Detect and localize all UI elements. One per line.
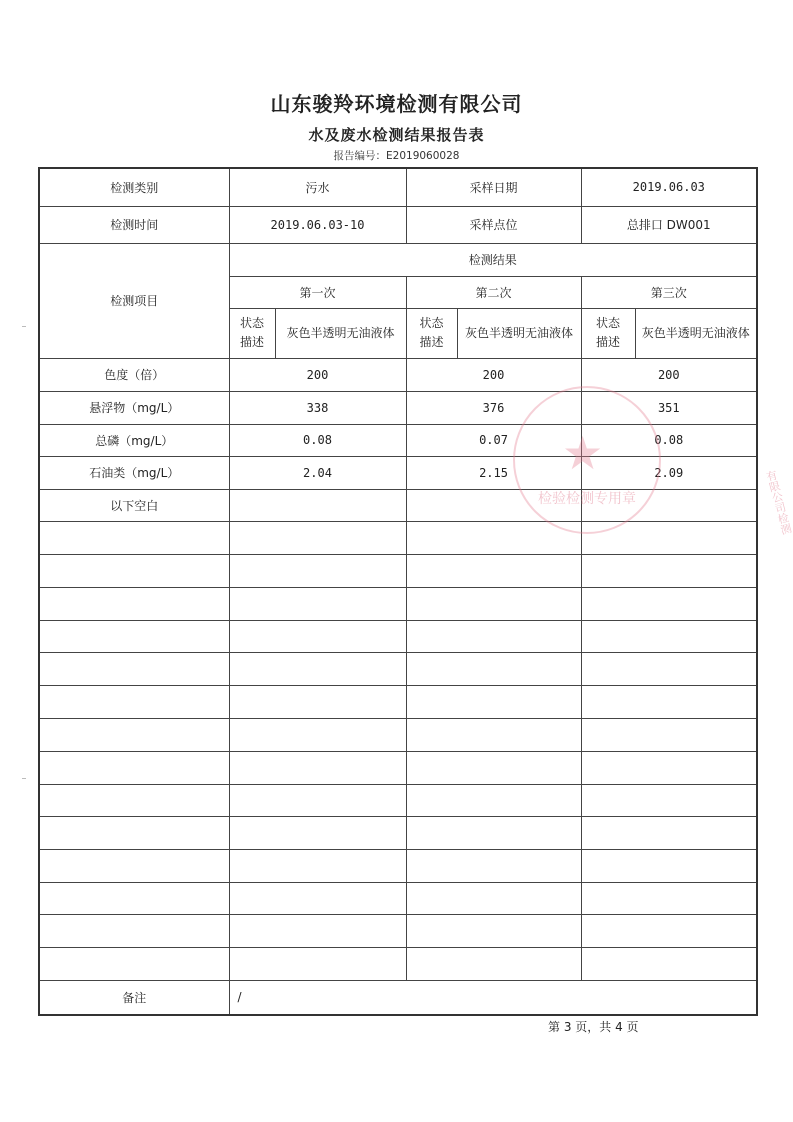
round-1-value <box>229 489 406 521</box>
item-name: 总磷（mg/L） <box>39 424 229 456</box>
test-item-header: 检测项目 <box>39 243 229 358</box>
empty-row <box>39 554 757 587</box>
round-1-value: 338 <box>229 391 406 424</box>
round-2-state-value: 灰色半透明无油液体 <box>457 308 581 358</box>
round-1-header: 第一次 <box>229 276 406 308</box>
empty-row <box>39 751 757 784</box>
item-name: 色度（倍） <box>39 358 229 391</box>
round-1-state-label: 状态描述 <box>229 308 275 358</box>
empty-row <box>39 718 757 751</box>
scan-mark <box>22 778 26 779</box>
round-2-value <box>406 489 581 521</box>
round-2-value: 200 <box>406 358 581 391</box>
report-title: 水及废水检测结果报告表 <box>308 126 485 144</box>
round-3-state-value: 灰色半透明无油液体 <box>635 308 757 358</box>
seam-seal: 有限公司检测 <box>763 468 793 536</box>
test-time-label: 检测时间 <box>39 206 229 243</box>
remarks-value: / <box>229 980 757 1015</box>
round-2-header: 第二次 <box>406 276 581 308</box>
empty-row <box>39 849 757 882</box>
report-number-label: 报告编号： <box>333 150 387 162</box>
empty-row <box>39 784 757 816</box>
item-name: 悬浮物（mg/L） <box>39 391 229 424</box>
round-2-value: 376 <box>406 391 581 424</box>
empty-row <box>39 652 757 685</box>
results-header-row <box>39 243 757 276</box>
remarks-row <box>39 980 757 1015</box>
seal-text: 检验检测专用章 <box>538 491 636 507</box>
empty-row <box>39 816 757 849</box>
scan-mark <box>22 326 26 327</box>
info-row-2 <box>39 206 757 243</box>
table-row <box>39 489 757 521</box>
round-1-value: 200 <box>229 358 406 391</box>
sampling-date-label: 采样日期 <box>406 168 581 206</box>
round-2-value: 2.15 <box>406 456 581 489</box>
results-header: 检测结果 <box>229 243 757 276</box>
info-row-1 <box>39 168 757 206</box>
round-2-value: 0.07 <box>406 424 581 456</box>
sampling-date-value: 2019.06.03 <box>581 168 757 206</box>
table-row <box>39 456 757 489</box>
test-time-value: 2019.06.03-10 <box>229 206 406 243</box>
table-row <box>39 424 757 456</box>
round-3-state-label: 状态描述 <box>581 308 635 358</box>
category-value: 污水 <box>229 168 406 206</box>
round-3-header: 第三次 <box>581 276 757 308</box>
company-name: 山东骏羚环境检测有限公司 <box>270 92 523 116</box>
round-3-value: 200 <box>581 358 757 391</box>
category-label: 检测类别 <box>39 168 229 206</box>
empty-row <box>39 882 757 914</box>
remarks-label: 备注 <box>39 980 229 1015</box>
table-row <box>39 391 757 424</box>
report-number <box>0 148 793 163</box>
results-table <box>38 167 758 1016</box>
round-3-value <box>581 489 757 521</box>
seal-star-icon: ★ <box>562 426 604 480</box>
round-1-value: 2.04 <box>229 456 406 489</box>
round-3-value: 351 <box>581 391 757 424</box>
round-1-state-value: 灰色半透明无油液体 <box>275 308 406 358</box>
empty-row <box>39 620 757 652</box>
sampling-point-value: 总排口 DW001 <box>581 206 757 243</box>
report-number-value: E2019060028 <box>386 150 460 162</box>
empty-row <box>39 947 757 980</box>
item-name: 石油类（mg/L） <box>39 456 229 489</box>
round-2-state-label: 状态描述 <box>406 308 457 358</box>
sampling-point-label: 采样点位 <box>406 206 581 243</box>
empty-row <box>39 587 757 620</box>
round-1-value: 0.08 <box>229 424 406 456</box>
empty-row <box>39 685 757 718</box>
table-row <box>39 358 757 391</box>
empty-row <box>39 521 757 554</box>
item-name: 以下空白 <box>39 489 229 521</box>
round-3-value: 0.08 <box>581 424 757 456</box>
round-3-value: 2.09 <box>581 456 757 489</box>
page-number: 第 3 页，共 4 页 <box>548 1020 639 1034</box>
empty-row <box>39 914 757 947</box>
